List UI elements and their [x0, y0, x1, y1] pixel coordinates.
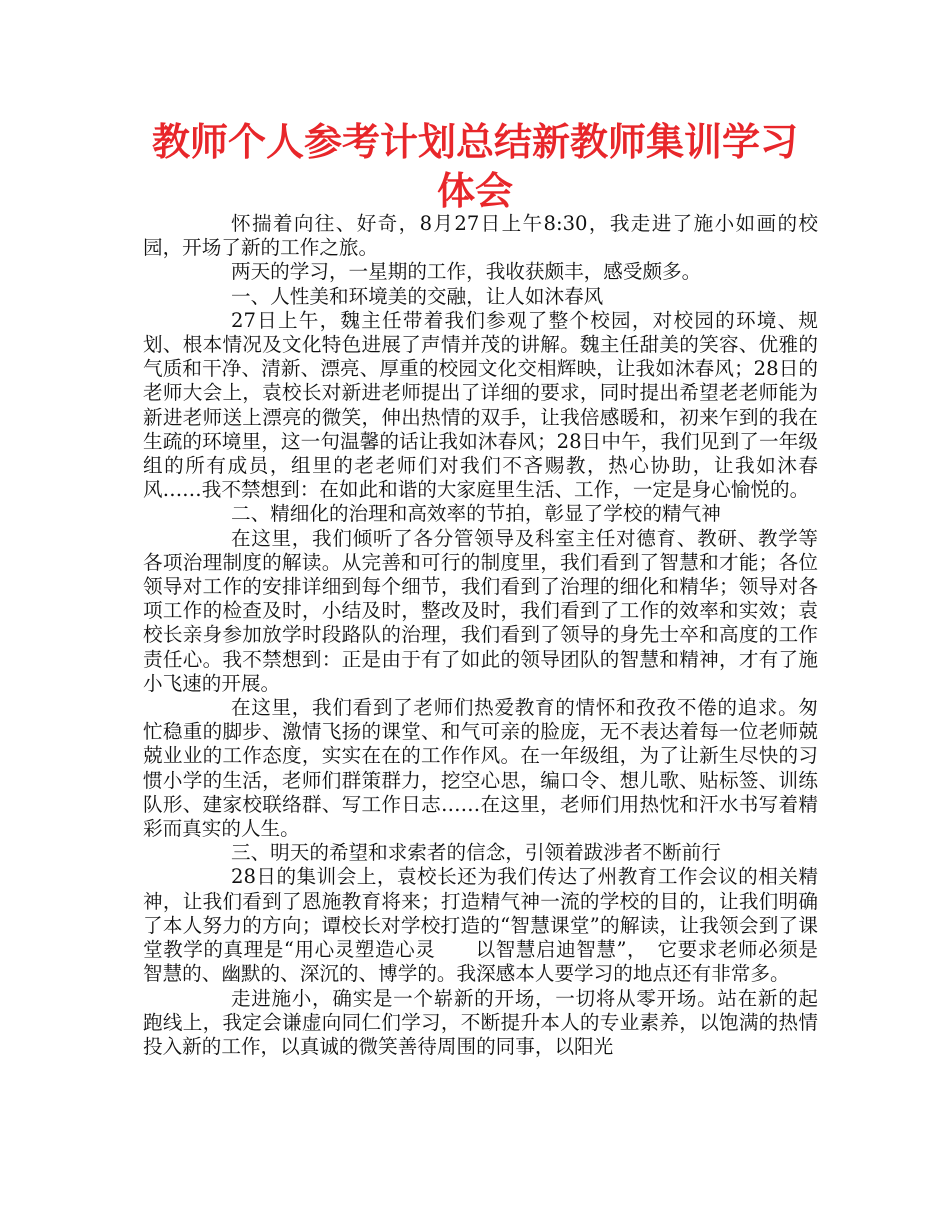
paragraph: 在这里，我们倾听了各分管领导及科室主任对德育、教研、教学等各项治理制度的解读。从完善和可行的制度里，我们看到了智慧和才能；各位领导对工作的安排详细到每个细节，我们看到了治理的细化和精华；领导对各项工作的检查及时，小结及时，整改及时，我们看到了工作的效率和实效；袁校长亲身参加放学时段路队的治理，我们看到了领导的身先士卒和高度的工作责任心。我不禁想到：正是由于有了如此的领导团队的智慧和精神，才有了施小飞速的开展。 — [143, 526, 818, 695]
paragraph: 28日的集训会上，袁校长还为我们传达了州教育工作会议的相关精神，让我们看到了恩施教育将来；打造精气神一流的学校的目的，让我们明确了本人努力的方向；谭校长对学校打造的“智慧课堂”的解读，让我领会到了课堂教学的真理是“用心灵塑造心灵 以智慧启迪智慧”， 它要求老师必须是智慧的、幽默的、深沉的、博学的。我深感本人要学习的地点还有非常多。 — [143, 865, 818, 986]
paragraph-closing: 走进施小，确实是一个崭新的开场，一切将从零开场。站在新的起跑线上，我定会谦虚向同仁们学习，不断提升本人的专业素养，以饱满的热情投入新的工作，以真诚的微笑善待周围的同事，以阳光 — [143, 986, 818, 1058]
paragraph: 在这里，我们看到了老师们热爱教育的情怀和孜孜不倦的追求。匆忙稳重的脚步、激情飞扬的课堂、和气可亲的脸庞，无不表达着每一位老师兢兢业业的工作态度，实实在在的工作作风。在一年级组，为了让新生尽快的习惯小学的生活，老师们群策群力，挖空心思，编口令、想儿歌、贴标签、训练队形、建家校联络群、写工作日志……在这里，老师们用热忱和汗水书写着精彩而真实的人生。 — [143, 696, 818, 841]
document-title: 教师个人参考计划总结新教师集训学习体会 — [151, 120, 798, 213]
paragraph-intro: 怀揣着向往、好奇，8月27日上午8:30，我走进了施小如画的校园，开场了新的工作之旅。 — [143, 212, 818, 260]
section-heading-3: 三、明天的希望和求索者的信念，引领着跋涉者不断前行 — [231, 841, 721, 865]
section-heading-1: 一、人性美和环境美的交融，让人如沐春风 — [231, 284, 604, 308]
paragraph-summary: 两天的学习，一星期的工作，我收获颇丰，感受颇多。 — [231, 260, 702, 284]
section-heading-2: 二、精细化的治理和高效率的节拍，彰显了学校的精气神 — [231, 502, 721, 526]
paragraph: 27日上午，魏主任带着我们参观了整个校园，对校园的环境、规划、根本情况及文化特色进展了声情并茂的讲解。魏主任甜美的笑容、优雅的气质和干净、清新、漂亮、厚重的校园文化交相辉映，让我如沐春风；28日的老师大会上，袁校长对新进老师提出了详细的要求，同时提出希望老老师能为新进老师送上漂亮的微笑，伸出热情的双手，让我倍感暖和，初来乍到的我在生疏的环境里，这一句温馨的话让我如沐春风；28日中午，我们见到了一年级组的所有成员，组里的老老师们对我们不吝赐教，热心协助，让我如沐春风……我不禁想到：在如此和谐的大家庭里生活、工作，一定是身心愉悦的。 — [143, 308, 818, 502]
document-body — [143, 212, 818, 1059]
